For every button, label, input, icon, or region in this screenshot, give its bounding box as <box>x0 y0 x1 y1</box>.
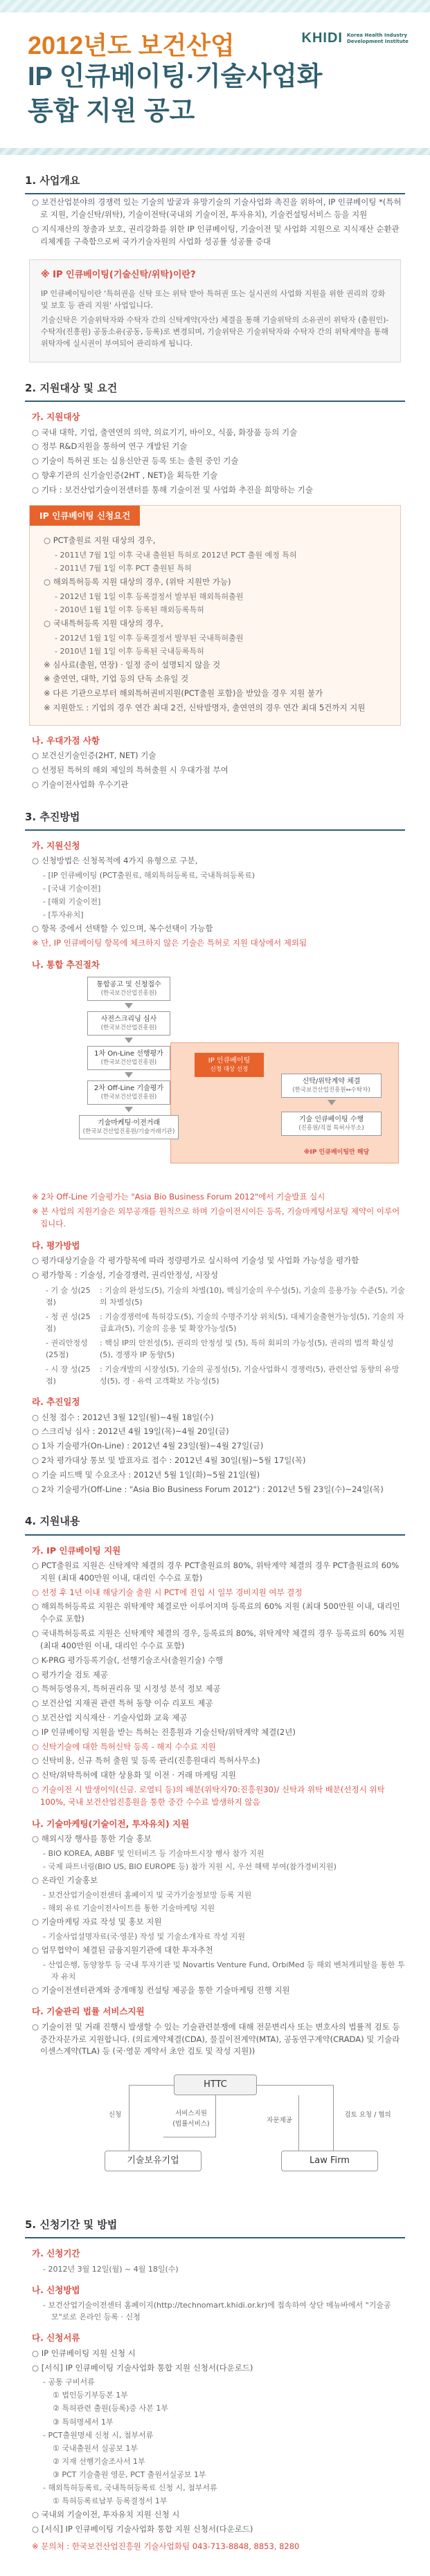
document-item: ○ [서식] IP 인큐베이팅 기술사업화 통합 지원 신청서(다운로드) <box>32 2523 253 2534</box>
flow-arrow <box>328 1100 336 1105</box>
flow-ip-execute <box>281 1112 382 1136</box>
ip-requirement-item: - 2012년 1월 1일 이후 등록결정서 발부된 국내특허출원 <box>55 633 244 643</box>
ip-requirement-item: ※ 지원한도 : 기업의 경우 연간 최대 2건, 신탁발명자, 출연연의 경우 연간 최대 5건까지 지원 <box>44 703 366 713</box>
connector <box>257 2085 333 2086</box>
criteria-detail: : 기술경쟁력에 특허강도(5), 기술의 수명주기상 위치(5), 대체기술출현가능성(5), 기술의 자급효과(5), 기술의 응용 및 확장가능성(5) <box>100 1312 404 1333</box>
marketing-item: - BIO KOREA, ABBF 및 인터비즈 등 기술마트시장 행사 참가 지원 <box>43 1848 265 1858</box>
section-heading-eligibility: 2. 지원대상 및 요건 <box>25 380 405 402</box>
subheading-evaluation: 다. 평가방법 <box>32 1240 80 1251</box>
marketing-item: ○ 기술이전센터관계와 중개매칭 컨설팅 제공을 통한 기술마케팅 진행 지원 <box>32 1985 290 1995</box>
document-item: ② 지재 선행기술조사서 1부 <box>53 2456 145 2466</box>
marketing-item: - 해외 유료 기술이전사이트를 통한 기술마케팅 지원 <box>43 1903 215 1913</box>
subheading-preference: 나. 우대가점 사항 <box>32 735 100 746</box>
subheading-target: 가. 지원대상 <box>32 412 80 423</box>
overview-item: ○ 지식재산의 창출과 보호, 권리강화를 위한 IP 인큐베이팅, 기술이전 및 사업화 지원으로 지식재산 순환관리체계를 구축함으로써 국가기술자원의 사업화 성공률 성공률 증대 <box>32 223 400 246</box>
document-item: - 공통 구비서류 <box>43 2377 95 2387</box>
ip-support-item: ○ 특허등영유지, 특허권리유 및 시정성 분석 정보 제공 <box>32 1684 221 1694</box>
flow-ip-select <box>195 1053 264 1077</box>
legal-item: ○ 기술이전 및 거래 진행시 발생할 수 있는 기술관련분쟁에 대해 전문변리사 또는 변호사의 법률적 검토 등 중간자문가로 지원합니다. (의료계약체결(CDA), 물질이전계약(MTA), 공동연구계약(CRADA) 및 기술라이센스계약(TLA) 등 (국·영문 계약서 초안 검토 및 작성 지원)) <box>32 2021 400 2057</box>
marketing-item: ○ 업무협약이 체결된 금융지원기관에 대한 투자추천 <box>32 1944 213 1955</box>
ip-support-item: ○ 보건산업 지식재산 · 기술사업화 교육 제공 <box>32 1712 188 1722</box>
title-sub: 통합 지원 공고 <box>28 96 195 126</box>
ip-requirement-item: ○ 해외특허등록 지원 대상의 경우, (위탁 지원만 가능) <box>44 576 231 587</box>
ip-requirement-item: - 2010년 1월 1일 이후 등록된 해외등록특허 <box>55 605 204 614</box>
httc-box: HTTC <box>174 2074 257 2095</box>
ip-requirement-item: ○ PCT출원료 지원 대상의 경우, <box>44 535 156 545</box>
flow-step-screening-label: 사전스크리닝 심사 <box>100 1015 157 1024</box>
title-main: IP 인큐베이팅·기술사업화 <box>28 62 323 92</box>
flow-ip-select-sub: 신청 대상 선정 <box>210 1065 249 1073</box>
schedule-item: ○ 스크리닝 심사 : 2012년 4월 19일(목)~4월 20일(금) <box>32 1426 229 1437</box>
label-service: 서비스지원 (법률서비스) <box>172 2110 210 2128</box>
ip-requirement-item: ※ 다른 기관으로부터 해외특허권비지원(PCT출원 포함)을 받았을 경우 지원 불가 <box>44 688 323 699</box>
application-item: - [IP 인큐베이팅 (PCT출원료, 해외특허등록료, 국내특허등록료) <box>43 871 256 881</box>
application-item: ※ 단, IP 인큐베이팅 항목에 체크하지 않은 기술은 특허로 지원 대상에서 제외됨 <box>32 938 307 948</box>
connector <box>215 2095 216 2137</box>
section-heading-overview: 1. 사업개요 <box>25 173 405 194</box>
flow-step-screening <box>87 1011 170 1036</box>
target-item: ○ 정부 R&D지원을 통하여 연구 개발된 기술 <box>32 441 188 452</box>
flow-step-announce <box>87 977 170 1001</box>
preference-item: ○ 보건신기술인증(2HT, NET) 기술 <box>32 751 156 761</box>
ip-support-item: ○ K-PRG 평가등록기술(, 선행기술조사(출원기술) 수행 <box>32 1655 224 1665</box>
header <box>0 12 430 148</box>
subheading-marketing: 나. 기술마케팅(기술이전, 투자유치) 지원 <box>32 1818 190 1829</box>
flow-step-online-eval <box>87 1046 170 1070</box>
document-item: ① 특허등록료납부 등록결정서 1부 <box>53 2496 168 2505</box>
ip-requirement-item: - 2011년 7월 1일 이후 국내 출원된 특허로 2012년 PCT 출원 예정 특허 <box>55 550 297 560</box>
apply-method[interactable] <box>25 2299 405 2323</box>
section-heading-support: 4. 지원내용 <box>25 1514 405 1535</box>
procedure-note: ※ 2차 Off-Line 기술평가는 "Asia Bio Business Forum 2012"에서 기술발표 실시 <box>32 1192 325 1202</box>
criteria-name: - 청 권 성(25점) <box>46 1312 91 1333</box>
apply-method-item: - 보건산업기술이전센터 홈페이지(http://technomart.khidi.or.kr)에 접속하여 상단 메뉴바에서 "기술공모"로로 온라인 등록 · 신청 <box>43 2301 391 2322</box>
marketing-item: - 보건산업기술이전센터 홈페이지 및 국가기술정보망 등록 지원 <box>43 1890 252 1899</box>
document-item: ③ 특허명세서 1부 <box>53 2417 114 2427</box>
criteria-name: - 기 술 성(25점) <box>46 1285 91 1307</box>
document-item: ○ 국내외 기술이전, 투자유치 지원 신청 시 <box>32 2509 180 2519</box>
law-firm-box: Law Firm <box>281 2151 378 2171</box>
flow-ip-execute-org: (진흥원/직접 특허사무소) <box>298 1124 364 1132</box>
ip-requirement-item: - 2012년 1월 1일 이후 등록결정서 발부된 해외특허출원 <box>55 591 244 601</box>
criteria-detail: : 기술개발의 시장성(5), 기술의 공정성(5), 기술사업화시 경쟁력(5), 관련산업 동향의 유망성(5), 경 · 유력 고객확보 가능성(5) <box>100 1365 400 1386</box>
ip-support-item: ○ IP 인큐베이팅 지원을 받는 특허는 진흥원과 기술신탁/위탁계약 체결(2년) <box>32 1727 296 1737</box>
ip-support-item: ○ 국내특허등록료 지원은 신탁계약 체결의 경우, 등록료의 80%, 위탁계약 체결의 경우 등록료의 60% 지원 (최대 400만원 이내, 대리인 수수료 포함) <box>32 1628 405 1650</box>
evaluation-criteria <box>25 1285 405 1387</box>
evaluation-item: ○ 평가대상기술을 각 평가항목에 따라 정량평가로 실시하여 기술성 및 사업화 가능성을 평가함 <box>32 1255 359 1266</box>
marketing-item: ○ 해외시장 행사를 통한 기술 홍보 <box>32 1834 152 1844</box>
ip-support-item: ○ PCT출원료 지원은 신탁계약 체결의 경우 PCT출원료의 80%, 위탁계약 체결의 경우 PCT출원료의 60% 지원 (최대 400만원 이내, 대리인 수수료 포함) <box>32 1561 400 1583</box>
ip-support-item: ○ 평가기술 검토 제공 <box>32 1669 108 1680</box>
ip-requirement-item: ※ 심사료(출원, 연장) · 일정 중이 설명되지 않을 것 <box>44 659 221 670</box>
target-list <box>25 427 405 497</box>
flow-arrow <box>125 1038 133 1043</box>
criteria-row <box>46 1285 405 1308</box>
subheading-procedure: 나. 통합 추진절차 <box>32 959 100 970</box>
label-request: 검토 요청 / 협의 <box>344 2111 391 2119</box>
marketing-item: - 국제 파트너링(BIO US, BIO EUROPE 등) 참가 지원 시, 우선 해택 부여(참가경비지원) <box>43 1861 337 1871</box>
criteria-row <box>46 1311 405 1334</box>
flow-arrow <box>125 1003 133 1009</box>
marketing-item: ○ 온라인 기술홍보 <box>32 1875 98 1885</box>
flow-step-online-org: (한국보건산업진흥원) <box>100 1058 157 1066</box>
document-item: - PCT출원명세 신청 시, 첨부서류 <box>43 2430 154 2440</box>
content <box>0 173 430 2576</box>
schedule-item: ○ 1차 기술평가(On-Line) : 2012년 4월 23일(월)~4월 27일(금) <box>32 1441 264 1451</box>
schedule-item: ○ 2차 기술평가(Off-Line : "Asia Bio Business Forum 2012") : 2012년 5월 23일(수)~24일(목) <box>32 1484 384 1494</box>
ip-support-item: ○ 해외특허등록료 지원은 위탁계약 체결로만 이루어지며 등록료의 60% 지원 (최대 500만원 이내, 대리인 수수료 포함) <box>32 1601 400 1624</box>
definition-text-2: 기술신탁은 기술위탁자와 수탁자 간의 신탁계약(자산) 체결을 통해 기술위탁의 소유권이 위탁자 (출원인)-수탁자(진흥원) 공동소유(공동, 등록)로 변경되며, 기술위탁은 기술위탁자와 수탁자 간의 위탁계약을 통해 위탁자에 실시권이 부여되어 관리하게 됩니다. <box>41 315 389 348</box>
subheading-legal: 다. 기술관리 법률 서비스지원 <box>32 2006 145 2017</box>
flow-arrow <box>125 1107 133 1112</box>
flow-step-offline-org: (한국보건산업진흥원) <box>100 1093 157 1101</box>
preference-item: ○ 기술이전사업화 우수기관 <box>32 779 129 789</box>
criteria-name: - 시 장 성(25점) <box>46 1365 91 1386</box>
subheading-ip-support: 가. IP 인큐베이팅 지원 <box>32 1545 121 1556</box>
subheading-schedule: 라. 추진일정 <box>32 1397 80 1408</box>
flow-ip-execute-label: 기술 인큐베이팅 수행 <box>298 1116 364 1124</box>
connector <box>129 2085 174 2086</box>
contact-info: ※ 문의처 : 한국보건산업진흥원 기술사업화팀 043-713-8848, 8853, 8280 <box>32 2541 300 2552</box>
flow-contract-label: 신탁/위탁계약 체결 <box>302 1078 361 1086</box>
procedure-note: ※ 본 사업의 지원기술은 외부공개를 원칙으로 하며 기술이전시이든 등록, 기술마케팅서포팅 제약이 이루어집니다. <box>32 1206 400 1229</box>
ip-requirement-box <box>29 505 401 726</box>
document-item: ○ [서식] IP 인큐베이팅 기술사업화 통합 지원 신청서(다운로드) <box>32 2362 253 2373</box>
flow-contract <box>281 1074 382 1098</box>
top-stripe <box>0 0 430 12</box>
schedule-item: ○ 신청 접수 : 2012년 3월 12일(월)~4월 18일(수) <box>32 1412 214 1422</box>
flow-step-online-label: 1차 On-Line 선행평가 <box>94 1050 163 1058</box>
application-item: ○ 항목 중에서 선택할 수 있으며, 복수선택이 가능함 <box>32 923 213 934</box>
marketing-item: - 산업은행, 동양창투 등 국내 투자기관 및 Novartis Venture Fund, OrbiMed 등 해외 벤처캐피탈을 통한 투자 유치 <box>43 1960 405 1981</box>
label-apply: 신청 <box>108 2111 122 2119</box>
flow-contract-org: (한국보건산업진흥원↔수탁자) <box>292 1086 370 1094</box>
marketing-list <box>25 1833 405 1996</box>
flow-step-announce-org: (한국보건산업진흥원) <box>100 989 157 997</box>
application-item: - [국내 기술이전] <box>43 884 101 894</box>
overview-list <box>25 196 405 248</box>
definition-text-1: IP 인큐베이팅이란 '특허권을 신탁 또는 위탁 받아 특허권 또는 실시권의 사업화 지원을 위한 권리의 강화 및 보호 등 관리 지원' 사업입니다. <box>41 288 386 310</box>
ip-requirement-item: ※ 출연연, 대학, 기업 등의 단독 소유일 것 <box>44 674 189 684</box>
subheading-docs: 다. 신청서류 <box>32 2333 80 2344</box>
procedure-flowchart <box>25 977 405 1184</box>
schedule-list <box>25 1412 405 1496</box>
document-item: ① 국내출원서 실공보 1부 <box>53 2443 138 2453</box>
flow-step-offline-eval <box>87 1080 170 1105</box>
criteria-row <box>46 1363 405 1387</box>
label-consult: 자문제공 <box>267 2117 292 2125</box>
document-item: ③ PCT 기술출원 영문, PCT 출원서실공보 1부 <box>53 2469 206 2479</box>
marketing-item: ○ 기술마케팅 자료 작성 및 홍보 지원 <box>32 1916 162 1926</box>
flow-step-marketing-label: 기술마케팅·이전거래 <box>97 1119 161 1128</box>
logo-mark: KHIDI <box>301 30 343 46</box>
application-item: ○ 신청방법은 신청목적에 4가지 유형으로 구분, <box>32 856 198 866</box>
schedule-item: ○ 기술 피드백 및 수요조사 : 2012년 5월 1일(화)~5월 21일(월) <box>32 1469 260 1480</box>
flow-ip-select-label: IP 인큐베이팅 <box>208 1057 251 1065</box>
overview-item: ○ 보건산업분야의 경쟁력 있는 기술의 발굴과 유망기술의 기술사업화 촉진을 위하여, IP 인큐베이팅 *(특허로 지원, 기술신탁/위탁), 기술이전탁(국내외 기술이전, 투자유치), 기술컨설팅서비스 등을 지원 <box>32 197 402 220</box>
ip-support-item: ○ 신탁비용, 신규 특허 출원 및 등록 관리(진흥원대리 특허사무소) <box>32 1756 260 1766</box>
ip-requirement-item: - 2011년 7월 1일 이후 PCT 출원된 특허 <box>55 563 192 573</box>
ip-requirement-list <box>30 526 400 725</box>
tech-owner-box: 기술보유기업 <box>105 2151 201 2171</box>
definition-title: ※ IP 인큐베이팅(기술신탁/위탁)이란? <box>41 269 196 280</box>
application-item: - [해외 기술이전] <box>43 897 101 907</box>
document-item: ○ IP 인큐베이팅 지원 신청 시 <box>32 2348 136 2358</box>
evaluation-list <box>25 1255 405 1282</box>
ip-requirement-item: ○ 국내특허등록 지원 대상의 경우, <box>44 618 163 628</box>
apply-period: - 2012년 3월 12일(월) ~ 4월 18일(수) <box>43 2264 179 2274</box>
ip-support-list <box>25 1560 405 1809</box>
ip-support-item: ○ 보건산업 지재권 관련 특허 동향 이슈 리포트 제공 <box>32 1698 213 1709</box>
legal-service-diagram <box>25 2068 405 2199</box>
flow-step-screening-org: (한국보건산업진흥원) <box>100 1024 157 1031</box>
target-item: ○ 국내 대학, 기업, 출연연의 의약, 의료기기, 바이오, 식품, 화장품 등의 기술 <box>32 427 298 437</box>
procedure-notes <box>25 1191 405 1230</box>
connector <box>333 2085 334 2151</box>
subheading-application: 가. 지원신청 <box>32 840 80 851</box>
target-item: ○ 기술이 특허권 또는 실용신안권 등록 또는 출원 중인 기술 <box>32 456 239 466</box>
evaluation-item: ○ 평가항목 : 기술성, 기술경쟁력, 권리안정성, 시장성 <box>32 1269 218 1280</box>
flow-note: ※IP 인큐베이팅만 해당 <box>303 1149 370 1157</box>
ip-support-item: ○ 신탁기술에 대한 특허신탁 등록 - 해지 수수료 지원 <box>32 1741 216 1751</box>
application-list <box>25 855 405 950</box>
flow-arrow <box>125 1072 133 1078</box>
flow-step-offline-label: 2차 Off-Line 기술평가 <box>93 1085 164 1093</box>
criteria-name: - 권리안정성(25점) <box>46 1338 88 1360</box>
title-year: 2012년도 보건산업 <box>28 31 235 59</box>
subheading-period: 가. 신청기간 <box>32 2248 80 2259</box>
document-item: ② 특허관련 출원(등록)증 사본 1부 <box>53 2404 168 2413</box>
flow-step-marketing-org: (한국보건산업진흥원/기술거래기관) <box>82 1128 175 1135</box>
logo-subtitle: Korea Health Industry Development Institute <box>347 33 409 44</box>
ip-support-item: ○ 선정 후 1년 이내 해당기술 출원 시 PCT에 진입 시 일부 경비지원 여부 결정 <box>32 1587 303 1597</box>
header-stripe <box>0 148 430 155</box>
flow-step-marketing <box>79 1115 179 1139</box>
application-item: - [투자유치] <box>43 910 84 920</box>
ip-requirement-tag: IP 인큐베이팅 신청요건 <box>30 506 140 526</box>
section-heading-apply: 5. 신청기간 및 방법 <box>25 2217 405 2238</box>
document-list <box>25 2348 405 2536</box>
khidi-logo[interactable] <box>302 28 409 49</box>
ip-support-item: ○ 기술이전 시 발생이익(신금. 로열티 등)의 배분(위탁자70:진흥원30)/ 신탁과 위탁 배분(선정시 위탁100%, 국내 보건산업진흥원을 통한 중간 수수료 발생하지 않음 <box>32 1785 385 1807</box>
schedule-item: ○ 2차 평가대상 통보 및 발표자료 접수 : 2012년 4월 30일(월)~5월 17일(목) <box>32 1455 306 1465</box>
preference-list <box>25 750 405 791</box>
document-item: ① 법인등기부등본 1부 <box>53 2391 128 2400</box>
subheading-how: 나. 신청방법 <box>32 2284 80 2295</box>
connector <box>298 2095 299 2151</box>
flow-step-announce-label: 통합공고 및 신청접수 <box>96 981 161 989</box>
ip-requirement-item: - 2010년 1월 1일 이후 등록된 국내등록특허 <box>55 646 204 656</box>
ip-support-item: ○ 신탁/위탁특허에 대한 상용화 및 이전 · 거래 마케팅 지원 <box>32 1770 236 1781</box>
preference-item: ○ 선정된 특허의 해외 제일의 특허출원 시 우대가점 부여 <box>32 765 229 775</box>
criteria-detail: : 기술의 완성도(5), 기술의 차별(10), 핵심기술의 우수성(5), 기술의 응용가능 수준(5), 기술의 차별성(5) <box>100 1285 405 1307</box>
legal-list <box>25 2021 405 2058</box>
definition-box <box>29 259 401 362</box>
section-heading-method: 3. 추진방법 <box>25 809 405 831</box>
target-item: ○ 기타 : 보건산업기술이전센터를 통해 기술이전 및 사업화 추진을 희망하는 기술 <box>32 484 313 495</box>
criteria-detail: : 핵심 IP의 안전성(5), 권리의 안정성 및 (5), 특허 회피의 가능성(5), 권리의 법적 확실성(5), 경쟁자 IP 동향(5) <box>100 1338 394 1360</box>
criteria-row <box>46 1337 405 1361</box>
target-item: ○ 향후기관의 신기술인증(2HT , NET)을 획득한 기술 <box>32 470 218 480</box>
document-item: - 해외특허등록료, 국내특허등록료 신청 시, 첨부서류 <box>43 2483 217 2492</box>
marketing-item: - 기술사업설명자료(국·영문) 작성 및 기술소개자료 작성 지원 <box>43 1931 246 1941</box>
